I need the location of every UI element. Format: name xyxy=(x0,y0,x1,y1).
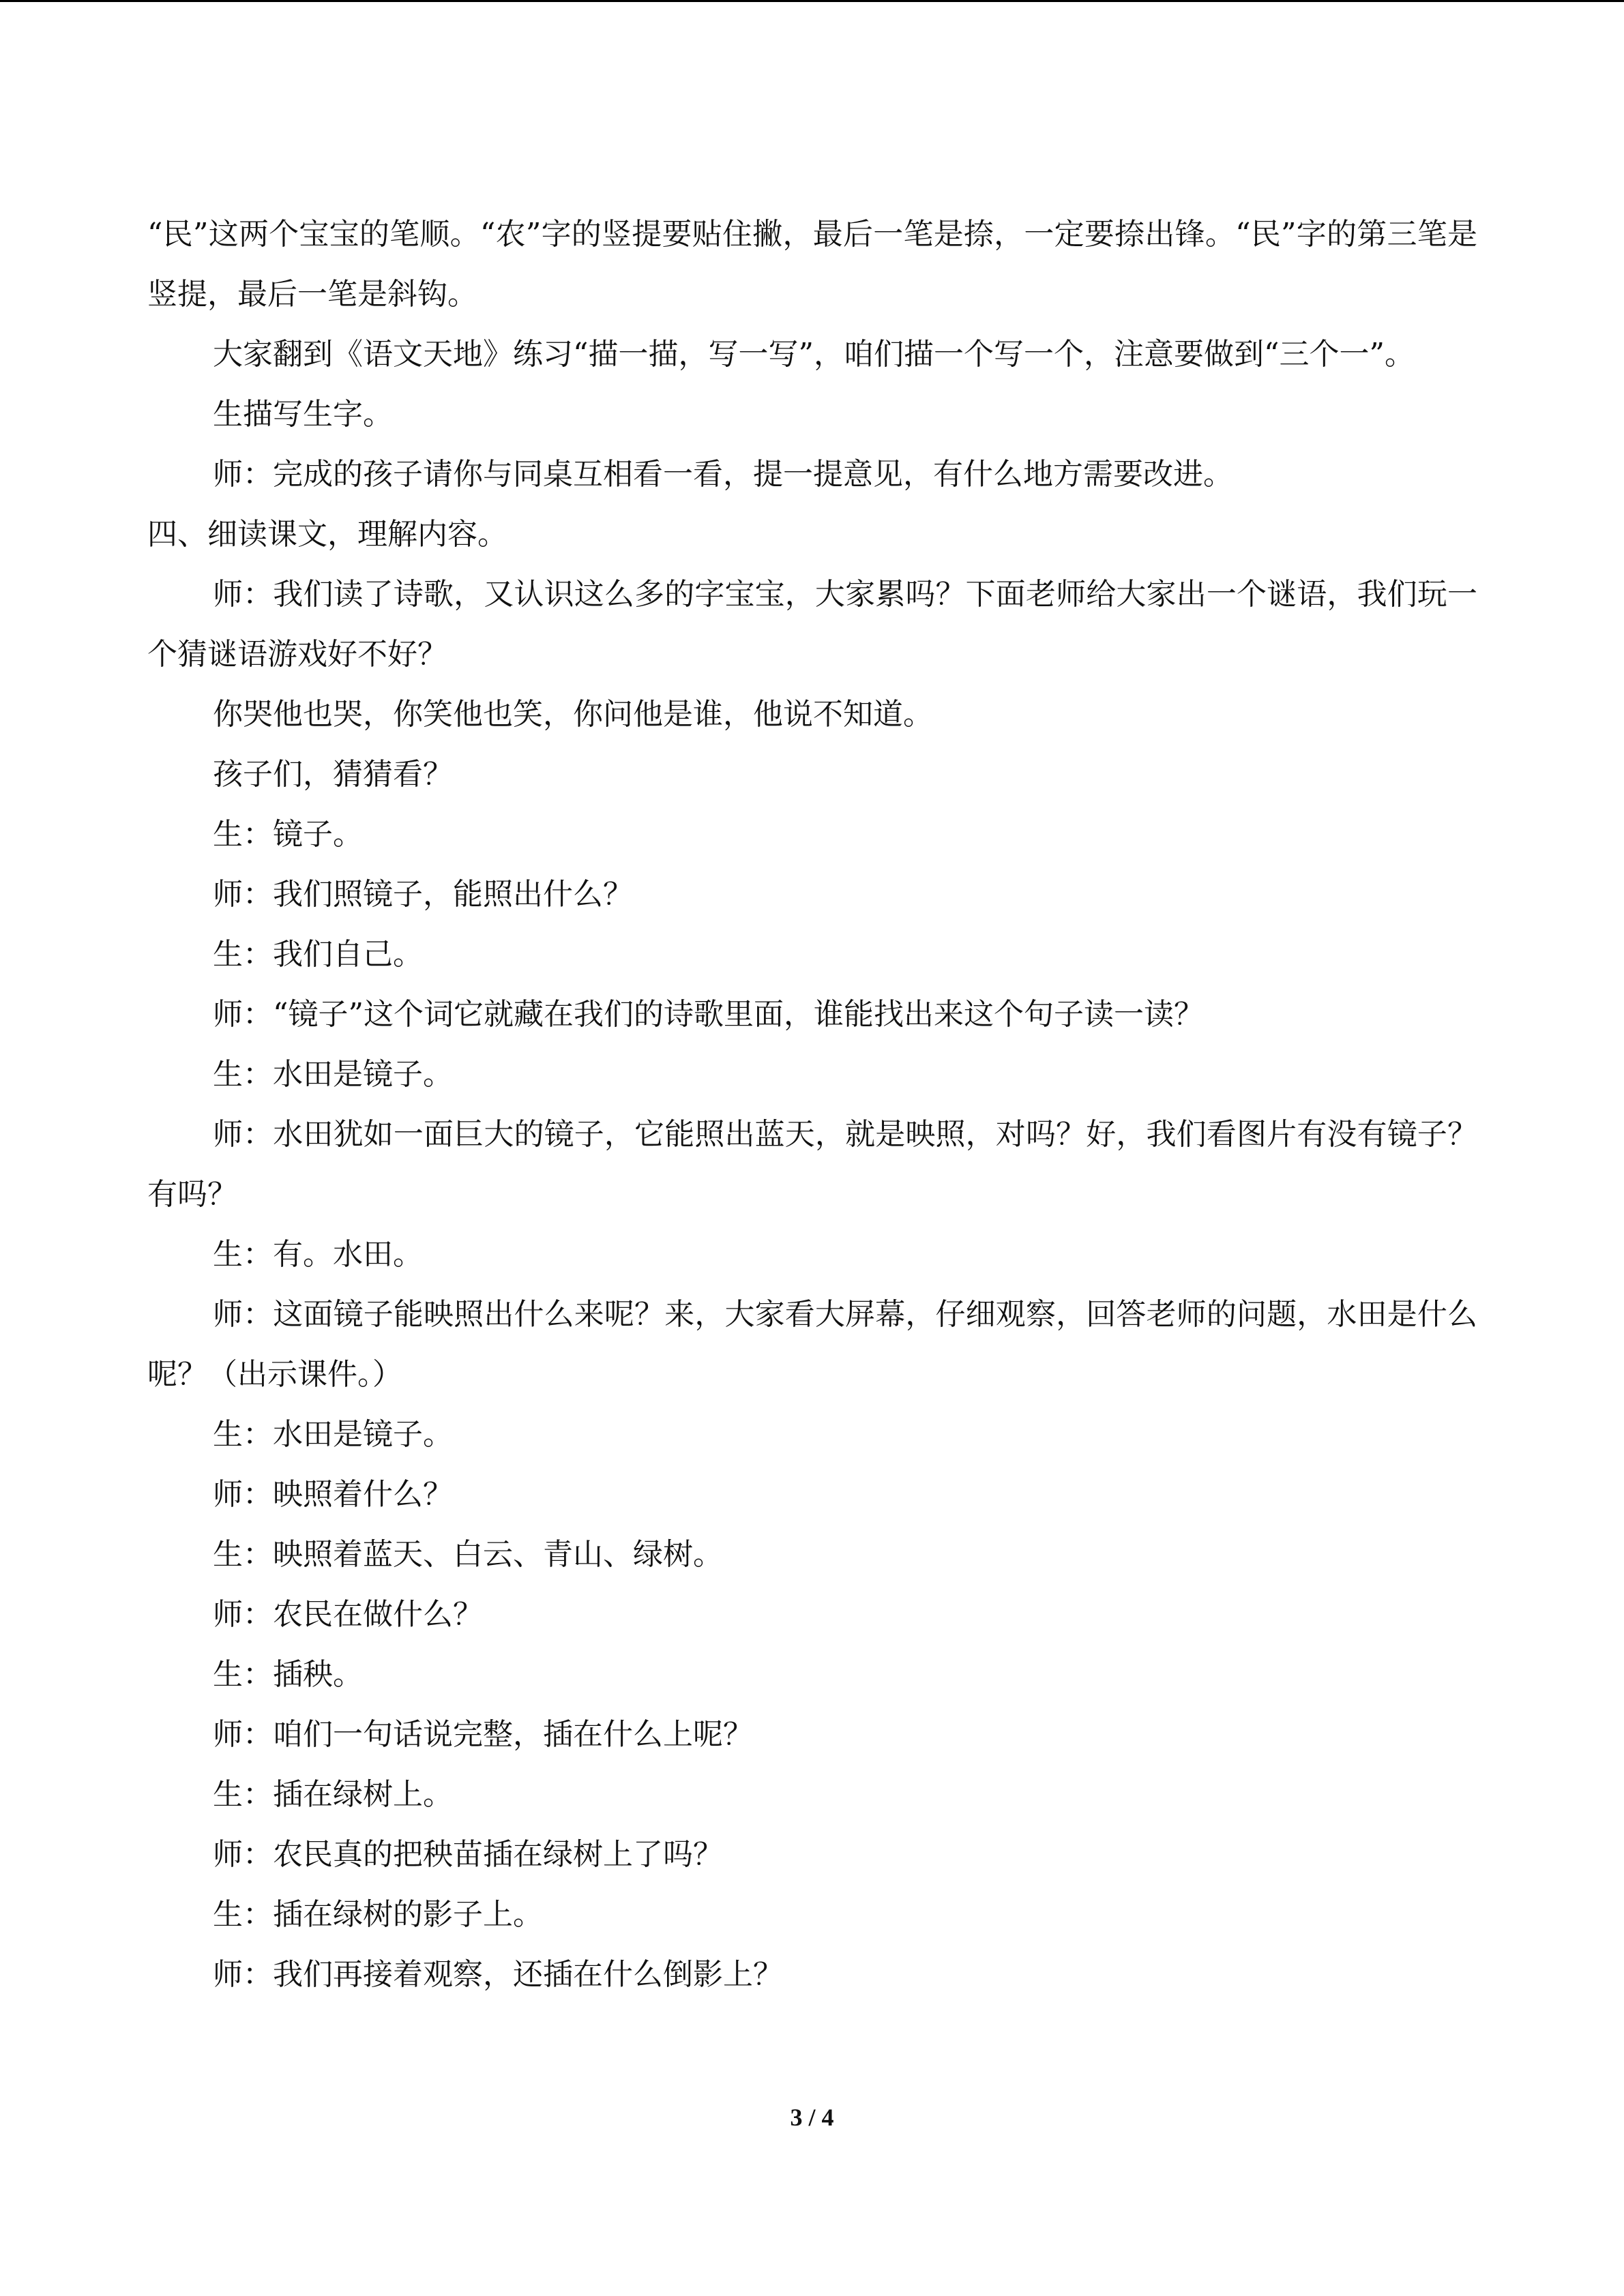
paragraph: 师：我们读了诗歌，又认识这么多的字宝宝，大家累吗？下面老师给大家出一个谜语，我们玩一个猜谜语游戏好不好？ xyxy=(147,577,1477,672)
paragraph: 师：映照着什么？ xyxy=(213,1477,453,1512)
paragraph: 师：水田犹如一面巨大的镜子，它能照出蓝天，就是映照，对吗？好，我们看图片有没有镜子？有吗？ xyxy=(147,1117,1477,1212)
paragraph: 生：我们自己。 xyxy=(213,937,423,972)
paragraph: 师：咱们一句话说完整，插在什么上呢？ xyxy=(213,1717,753,1752)
paragraph: 师：我们照镜子，能照出什么？ xyxy=(213,877,633,912)
paragraph: 师：农民在做什么？ xyxy=(213,1597,483,1632)
paragraph: “民”这两个宝宝的笔顺。“农”字的竖提要贴住撇，最后一笔是捺，一定要捺出锋。“民”字的第三笔是竖提，最后一笔是斜钩。 xyxy=(147,217,1477,312)
top-border-line xyxy=(0,0,1624,2)
paragraph: 师：农民真的把秧苗插在绿树上了吗？ xyxy=(213,1837,723,1872)
paragraph: 师：“镜子”这个词它就藏在我们的诗歌里面，谁能找出来这个句子读一读？ xyxy=(213,997,1204,1032)
paragraph: 生：镜子。 xyxy=(213,817,363,852)
paragraph: 生描写生字。 xyxy=(213,397,393,432)
paragraph: 师：完成的孩子请你与同桌互相看一看，提一提意见，有什么地方需要改进。 xyxy=(213,457,1233,492)
paragraph: 你哭他也哭，你笑他也笑，你问他是谁，他说不知道。 xyxy=(213,697,933,732)
paragraph: 大家翻到《语文天地》练习“描一描，写一写”，咱们描一个写一个，注意要做到“三个一”。 xyxy=(213,337,1415,372)
paragraph: 孩子们，猜猜看？ xyxy=(213,757,453,792)
section-heading: 四、细读课文，理解内容。 xyxy=(147,517,507,552)
paragraph: 师：我们再接着观察，还插在什么倒影上？ xyxy=(213,1957,783,1992)
paragraph: 生：插秧。 xyxy=(213,1657,363,1692)
paragraph: 生：插在绿树上。 xyxy=(213,1777,453,1812)
paragraph: 师：这面镜子能映照出什么来呢？来，大家看大屏幕，仔细观察，回答老师的问题，水田是什么呢？（出示课件。） xyxy=(147,1297,1477,1392)
document-body xyxy=(147,205,1477,2005)
paragraph: 生：有。水田。 xyxy=(213,1237,423,1272)
paragraph: 生：映照着蓝天、白云、青山、绿树。 xyxy=(213,1537,723,1572)
paragraph: 生：水田是镜子。 xyxy=(213,1057,453,1092)
paragraph: 生：水田是镜子。 xyxy=(213,1417,453,1452)
page-number: 3 / 4 xyxy=(790,2104,834,2131)
paragraph: 生：插在绿树的影子上。 xyxy=(213,1897,543,1932)
